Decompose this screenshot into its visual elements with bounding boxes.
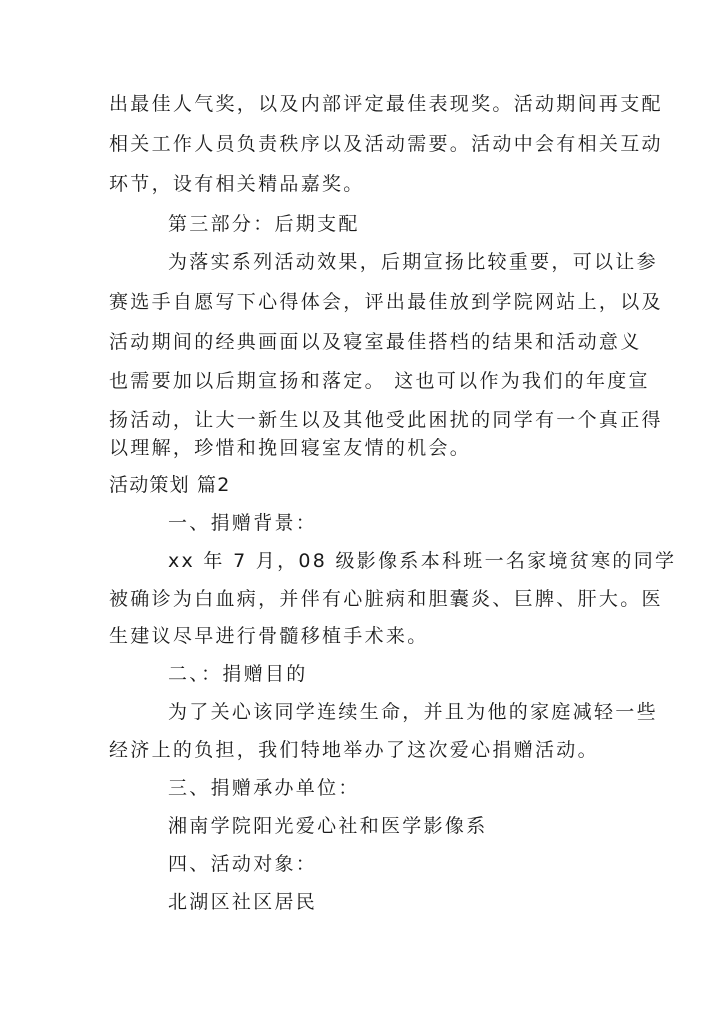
paragraph-line: 扬活动，让大一新生以及其他受此困扰的同学有一个真正得 <box>109 409 663 431</box>
paragraph-line: 以理解，珍惜和挽回寝室友情的机会。 <box>109 437 472 459</box>
section-heading: 第三部分：后期支配 <box>168 213 360 235</box>
section-heading: 一、捐赠背景： <box>168 512 318 534</box>
paragraph-line: 被确诊为白血病，并伴有心脏病和胆囊炎、巨脾、肝大。医 <box>109 588 663 610</box>
paragraph-line: 北湖区社区居民 <box>168 891 318 913</box>
paragraph-line: 相关工作人员负责秩序以及活动需要。活动中会有相关互动 <box>109 133 663 155</box>
article-heading: 活动策划 篇2 <box>109 474 231 496</box>
paragraph-line: 经济上的负担，我们特地举办了这次爱心捐赠活动。 <box>109 739 599 761</box>
section-heading: 四、活动对象： <box>168 853 318 875</box>
paragraph-line: 湘南学院阳光爱心社和医学影像系 <box>168 815 488 837</box>
section-heading: 二、：捐赠目的 <box>168 663 308 685</box>
paragraph-line: 赛选手自愿写下心得体会，评出最佳放到学院网站上，以及 <box>109 291 663 313</box>
paragraph-line: xx 年 7 月，08 级影像系本科班一名家境贫寒的同学 <box>168 550 677 572</box>
paragraph-line: 为了关心该同学连续生命，并且为他的家庭减轻一些 <box>168 701 658 723</box>
paragraph-line: 环节，设有相关精品嘉奖。 <box>109 173 365 195</box>
paragraph-line: 也需要加以后期宣扬和落定。 这也可以作为我们的年度宣 <box>109 370 650 392</box>
paragraph-line: 活动期间的经典画面以及寝室最佳搭档的结果和活动意义 <box>109 331 642 353</box>
paragraph-line: 出最佳人气奖，以及内部评定最佳表现奖。活动期间再支配 <box>109 93 663 115</box>
section-heading: 三、捐赠承办单位： <box>168 777 360 799</box>
paragraph-line: 生建议尽早进行骨髓移植手术来。 <box>109 625 429 647</box>
paragraph-line: 为落实系列活动效果，后期宣扬比较重要，可以让参 <box>168 251 658 273</box>
